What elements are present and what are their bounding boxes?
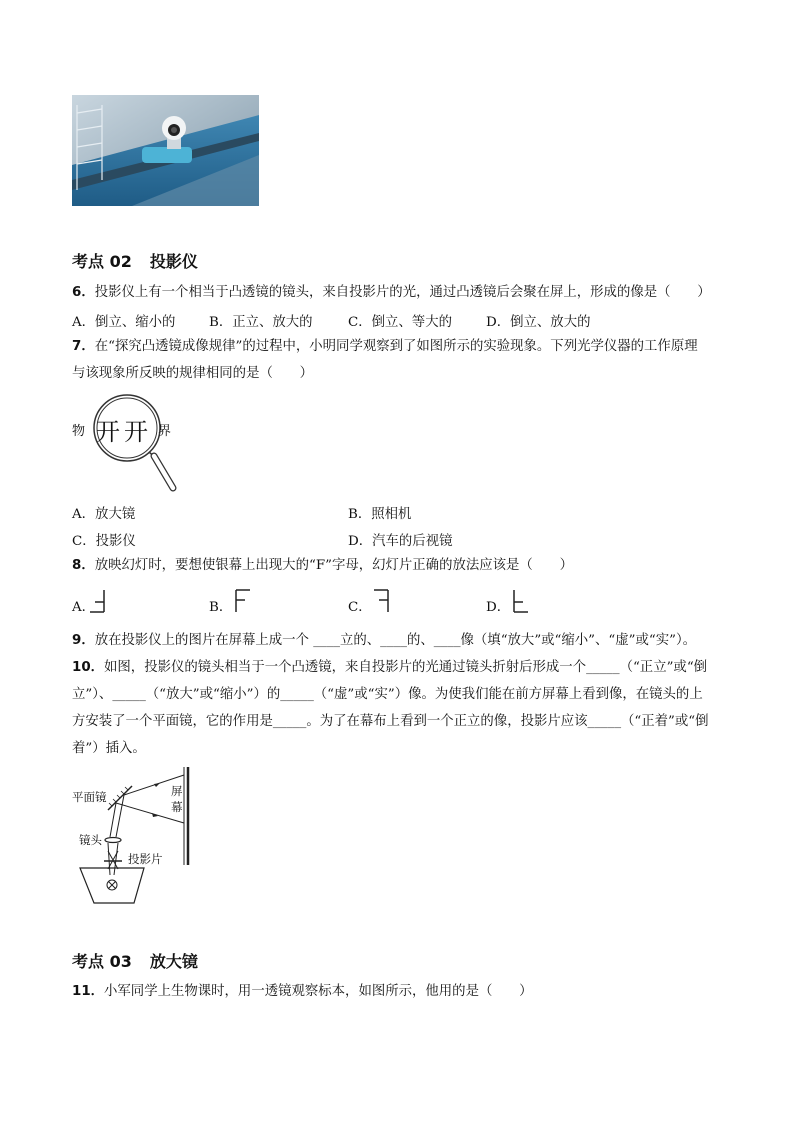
label-slide: 投影片 xyxy=(128,852,163,866)
question-10 xyxy=(72,659,707,677)
section-number: 考点 02 xyxy=(72,252,132,271)
question-10-line-3: 方安装了一个平面镜，它的作用是_____。为了在幕布上看到一个正立的像，投影片应该_____（“正着”或“倒 xyxy=(72,714,709,729)
question-7-line-2: 与该现象所反映的规律相同的是（ ） xyxy=(72,366,314,381)
camera-rail-photo xyxy=(72,95,259,206)
question-text: 放映幻灯时，要想使银幕上出现大的“F”字母，幻灯片正确的放法应该是（ ） xyxy=(94,558,573,573)
label-screen-2: 幕 xyxy=(171,800,183,814)
question-number: 6． xyxy=(72,285,95,300)
option-a-figure xyxy=(88,588,118,618)
section-title: 放大镜 xyxy=(149,952,198,971)
question-text: 在“探究凸透镜成像规律”的过程中，小明同学观察到了如图所示的实验现象。下列光学仪器的工作原理 xyxy=(94,339,698,354)
section-number: 考点 03 xyxy=(72,952,132,971)
label-magnified: 开 xyxy=(96,418,118,446)
question-10-line-2: 立”）、_____（“放大”或“缩小”）的_____（“虚”或“实”）像。为使我们能在前方屏幕上看到像，在镜头的上 xyxy=(72,687,703,702)
option-c: C．投影仪 xyxy=(72,534,136,549)
option-d: D． xyxy=(486,600,511,615)
question-10-line-4: 着”）插入。 xyxy=(72,741,146,756)
magnifier-figure xyxy=(72,390,192,495)
question-number: 10． xyxy=(72,660,105,675)
label-object: 物 xyxy=(72,424,86,439)
option-d: D．倒立、放大的 xyxy=(486,315,591,330)
label-mirror: 平面镜 xyxy=(72,790,107,804)
question-9 xyxy=(72,632,696,650)
option-b: B．照相机 xyxy=(348,507,412,522)
question-8 xyxy=(72,557,573,575)
question-number: 7． xyxy=(72,339,95,354)
question-11 xyxy=(72,983,533,1001)
label-world: 界 xyxy=(158,424,172,439)
question-number: 8． xyxy=(72,558,95,573)
option-d: D．汽车的后视镜 xyxy=(348,534,453,549)
label-screen-1: 屏 xyxy=(171,784,183,798)
question-7 xyxy=(72,338,698,356)
question-text: 放在投影仪上的图片在屏幕上成一个 ____立的、____的、____像（填“放大”或“缩小”、“虚”或“实”）。 xyxy=(94,633,697,648)
section-heading-03 xyxy=(72,949,198,972)
option-b: B． xyxy=(209,600,233,615)
option-b-figure xyxy=(232,588,262,618)
question-text: 投影仪上有一个相当于凸透镜的镜头，来自投影片的光，通过凸透镜后会聚在屏上，形成的像是（ ） xyxy=(94,285,711,300)
question-number: 9． xyxy=(72,633,95,648)
section-title: 投影仪 xyxy=(149,252,198,271)
option-c: C． xyxy=(348,600,372,615)
question-number: 11． xyxy=(72,984,105,999)
question-text: 如图，投影仪的镜头相当于一个凸透镜，来自投影片的光通过镜头折射后形成一个_____（“正立”或“倒 xyxy=(104,660,708,675)
option-a: A．倒立、缩小的 xyxy=(72,315,176,330)
question-6 xyxy=(72,284,711,302)
question-text: 小军同学上生物课时，用一透镜观察标本，如图所示，他用的是（ ） xyxy=(104,984,533,999)
option-a: A．放大镜 xyxy=(72,507,136,522)
option-a: A． xyxy=(72,600,96,615)
option-c: C．倒立、等大的 xyxy=(348,315,452,330)
section-heading-02 xyxy=(72,249,198,272)
label-lens: 镜头 xyxy=(79,833,102,847)
option-c-figure xyxy=(372,588,402,618)
projector-diagram xyxy=(72,765,197,905)
label-magnified-2: 开 xyxy=(124,418,148,446)
option-b: B．正立、放大的 xyxy=(209,315,313,330)
option-d-figure xyxy=(510,588,540,618)
